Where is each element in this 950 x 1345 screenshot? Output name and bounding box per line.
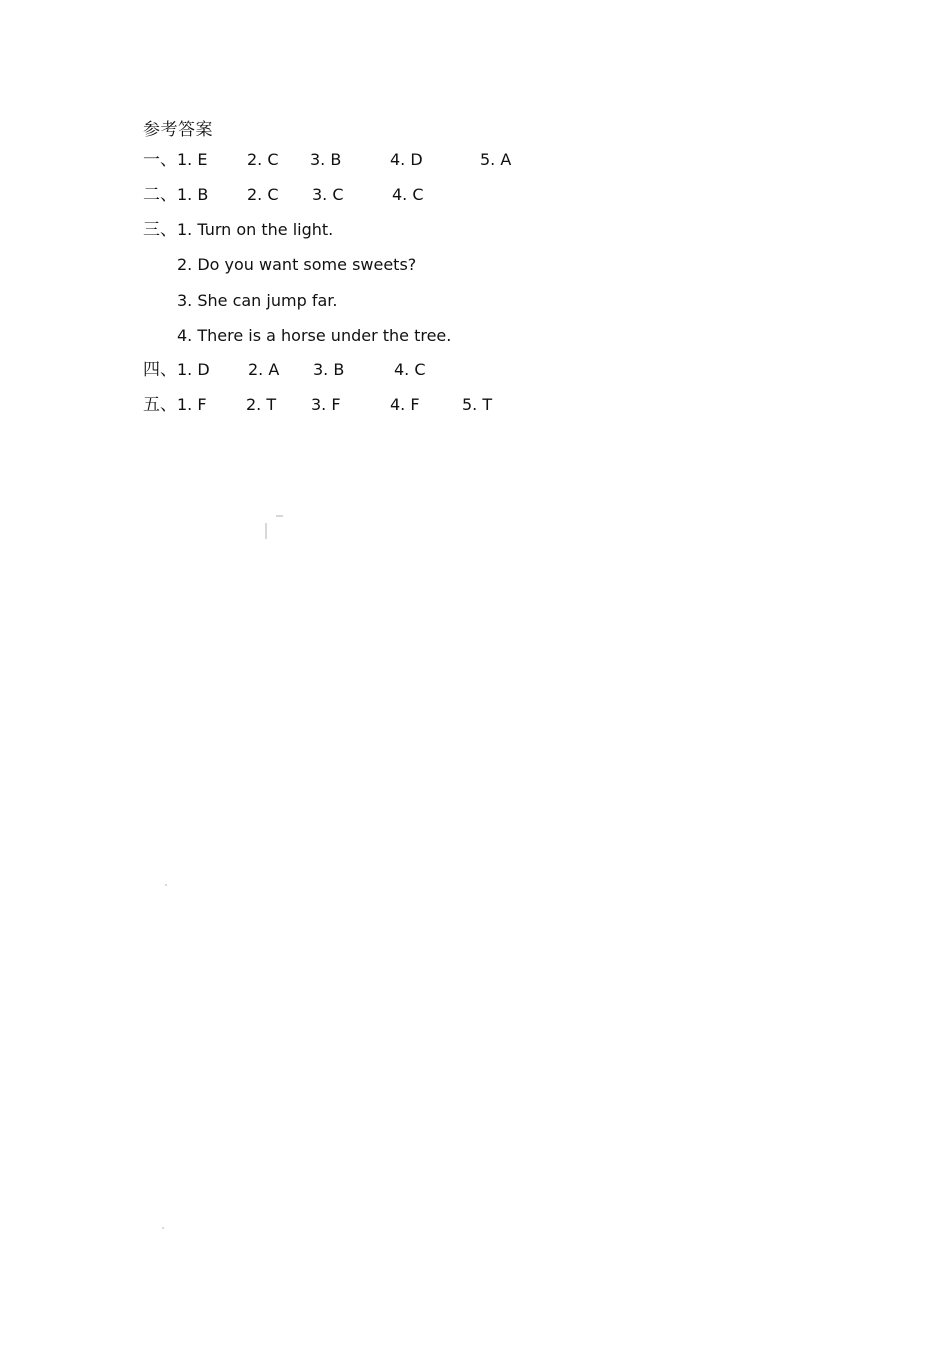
answer-item: 2. C — [247, 150, 279, 169]
answer-item: 1. B — [177, 185, 209, 204]
section-2-label: 二、 — [143, 185, 177, 205]
answer-item: 4. C — [394, 360, 426, 379]
answer-item: 3. C — [312, 185, 344, 204]
answer-item: 1. F — [177, 395, 207, 414]
answer-sentence: 4. There is a horse under the tree. — [177, 326, 452, 345]
answer-item: 1. D — [177, 360, 210, 379]
answer-item: 4. C — [392, 185, 424, 204]
answer-item: 1. E — [177, 150, 208, 169]
scan-speck — [165, 884, 167, 886]
answer-item: 5. A — [480, 150, 512, 169]
answer-item: 3. B — [313, 360, 345, 379]
section-1-label: 一、 — [143, 150, 177, 170]
answer-item: 2. A — [248, 360, 280, 379]
scan-speck — [276, 515, 283, 517]
answer-item: 2. T — [246, 395, 277, 414]
section-5-label: 五、 — [143, 395, 177, 415]
answer-item: 5. T — [462, 395, 493, 414]
answer-sentence: 3. She can jump far. — [177, 291, 338, 310]
scan-speck — [162, 1227, 164, 1229]
answer-item: 2. C — [247, 185, 279, 204]
page-title: 参考答案 — [143, 120, 213, 140]
answer-item: 3. B — [310, 150, 342, 169]
scan-speck — [265, 523, 267, 539]
answer-item: 4. D — [390, 150, 423, 169]
section-3-label: 三、 — [143, 220, 177, 240]
answer-sentence: 1. Turn on the light. — [177, 220, 334, 239]
section-4-label: 四、 — [143, 360, 177, 380]
answer-sentence: 2. Do you want some sweets? — [177, 255, 417, 274]
answer-item: 4. F — [390, 395, 420, 414]
answer-item: 3. F — [311, 395, 341, 414]
